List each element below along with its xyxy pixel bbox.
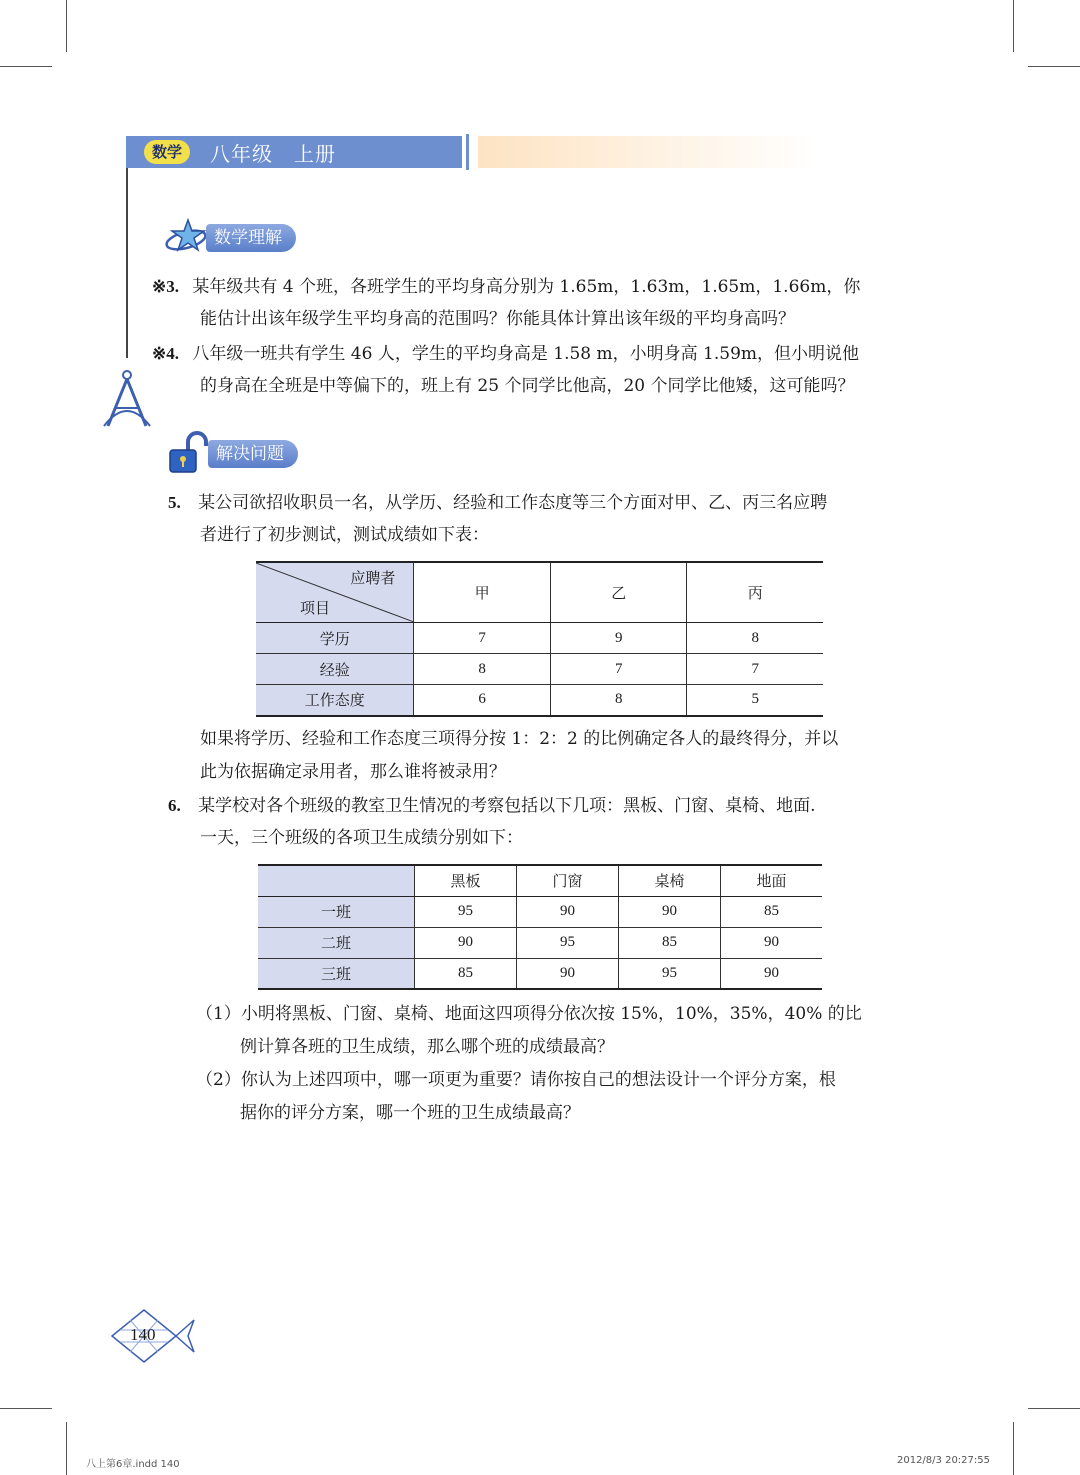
question-3-line-2: 能估计出该年级学生平均身高的范围吗？你能具体计算出该年级的平均身高吗？	[200, 309, 795, 329]
page-number: 140	[130, 1325, 156, 1344]
question-6-part-1	[196, 998, 862, 1031]
table-cell: 95	[415, 896, 517, 927]
crop-mark	[66, 0, 67, 52]
question-3	[152, 270, 860, 304]
question-number: ※3.	[152, 277, 179, 296]
crop-mark	[1013, 1422, 1014, 1475]
question-5-line-2: 者进行了初步测试，测试成绩如下表：	[200, 525, 489, 545]
table-row	[258, 896, 822, 927]
star-orbit-icon	[164, 218, 210, 254]
question-6-part-2-line-2: 据你的评分方案，哪一个班的卫生成绩最高？	[240, 1103, 580, 1123]
crop-mark	[1028, 1408, 1080, 1409]
crop-mark	[66, 1422, 67, 1475]
sub-question-text: 你认为上述四项中，哪一项更为重要？请你按自己的想法设计一个评分方案，根	[240, 1070, 836, 1090]
table-corner-cell	[256, 562, 414, 623]
question-6-part-2	[196, 1064, 836, 1097]
compass-icon	[100, 368, 154, 430]
table-cell: 8	[414, 654, 551, 685]
class-hygiene-table	[258, 864, 822, 990]
book-header	[126, 136, 462, 168]
table-cell: 85	[619, 927, 721, 958]
row-label: 二班	[258, 927, 415, 958]
column-header: 丙	[687, 562, 823, 623]
question-5-followup-2: 此为依据确定录用者，那么谁将被录用？	[200, 762, 506, 782]
question-number: ※4.	[152, 344, 179, 363]
row-label: 学历	[256, 623, 414, 654]
table-cell: 90	[721, 927, 823, 958]
question-text: 某学校对各个班级的教室卫生情况的考察包括以下几项：黑板、门窗、桌椅、地面.	[198, 796, 816, 816]
table-cell: 7	[550, 654, 687, 685]
header-gradient	[478, 136, 818, 168]
table-row	[256, 685, 823, 716]
crop-mark	[1028, 66, 1080, 67]
math-logo: 数学	[144, 140, 190, 164]
table-cell: 90	[415, 927, 517, 958]
sub-question-text: 小明将黑板、门窗、桌椅、地面这四项得分依次按 15%，10%，35%，40% 的比	[240, 1004, 862, 1024]
applicant-score-table	[256, 561, 823, 717]
question-6	[168, 789, 816, 823]
sub-question-number: （2）	[196, 1070, 241, 1090]
table-cell: 7	[687, 654, 823, 685]
sub-question-number: （1）	[196, 1004, 241, 1024]
question-text: 某公司欲招收职员一名，从学历、经验和工作态度等三个方面对甲、乙、丙三名应聘	[198, 493, 828, 513]
question-number: 5.	[168, 493, 181, 512]
question-text: 某年级共有 4 个班，各班学生的平均身高分别为 1.65m，1.63m，1.65m，1.66m，你	[192, 277, 861, 297]
crop-mark	[1013, 0, 1014, 52]
margin-line	[126, 168, 128, 358]
table-row	[256, 623, 823, 654]
section-title-problem-solving: 解决问题	[208, 440, 298, 468]
unlock-icon	[168, 430, 208, 474]
column-header: 乙	[550, 562, 687, 623]
footer-file-info: 八上第6章.indd 140	[86, 1459, 180, 1470]
grade-label: 八年级 上册	[210, 142, 336, 166]
table-cell: 7	[414, 623, 551, 654]
table-row	[258, 927, 822, 958]
corner-label-applicant: 应聘者	[350, 571, 396, 587]
column-header: 门窗	[517, 865, 619, 896]
question-text: 八年级一班共有学生 46 人，学生的平均身高是 1.58 m，小明身高 1.59m，但小明说他	[192, 344, 859, 364]
column-header: 甲	[414, 562, 551, 623]
row-label: 工作态度	[256, 685, 414, 716]
table-cell: 90	[721, 958, 823, 989]
crop-mark	[0, 1408, 52, 1409]
column-header: 桌椅	[619, 865, 721, 896]
table-row	[258, 958, 822, 989]
footer-timestamp: 2012/8/3 20:27:55	[896, 1455, 990, 1466]
header-divider	[466, 134, 469, 170]
table-cell: 95	[619, 958, 721, 989]
question-4-line-2: 的身高在全班是中等偏下的，班上有 25 个同学比他高，20 个同学比他矮，这可能吗？	[200, 376, 855, 396]
row-label: 三班	[258, 958, 415, 989]
row-label: 一班	[258, 896, 415, 927]
corner-label-item: 项目	[300, 601, 331, 617]
column-header: 地面	[721, 865, 823, 896]
table-cell: 8	[550, 685, 687, 716]
table-cell: 8	[687, 623, 823, 654]
table-cell: 5	[687, 685, 823, 716]
row-label: 经验	[256, 654, 414, 685]
table-cell: 85	[721, 896, 823, 927]
table-cell: 6	[414, 685, 551, 716]
table-cell: 90	[517, 896, 619, 927]
question-6-part-1-line-2: 例计算各班的卫生成绩，那么哪个班的成绩最高？	[240, 1037, 614, 1057]
table-cell: 85	[415, 958, 517, 989]
crop-mark	[0, 66, 52, 67]
table-row	[256, 654, 823, 685]
question-5	[168, 486, 827, 520]
table-cell: 9	[550, 623, 687, 654]
question-number: 6.	[168, 796, 181, 815]
section-title-understanding: 数学理解	[206, 224, 296, 252]
table-cell: 95	[517, 927, 619, 958]
table-cell: 90	[517, 958, 619, 989]
table-corner-cell	[258, 865, 415, 896]
table-cell: 90	[619, 896, 721, 927]
question-6-line-2: 一天，三个班级的各项卫生成绩分别如下：	[200, 828, 523, 848]
column-header: 黑板	[415, 865, 517, 896]
question-4	[152, 337, 859, 371]
question-5-followup-1: 如果将学历、经验和工作态度三项得分按 1：2：2 的比例确定各人的最终得分，并以	[200, 729, 839, 749]
